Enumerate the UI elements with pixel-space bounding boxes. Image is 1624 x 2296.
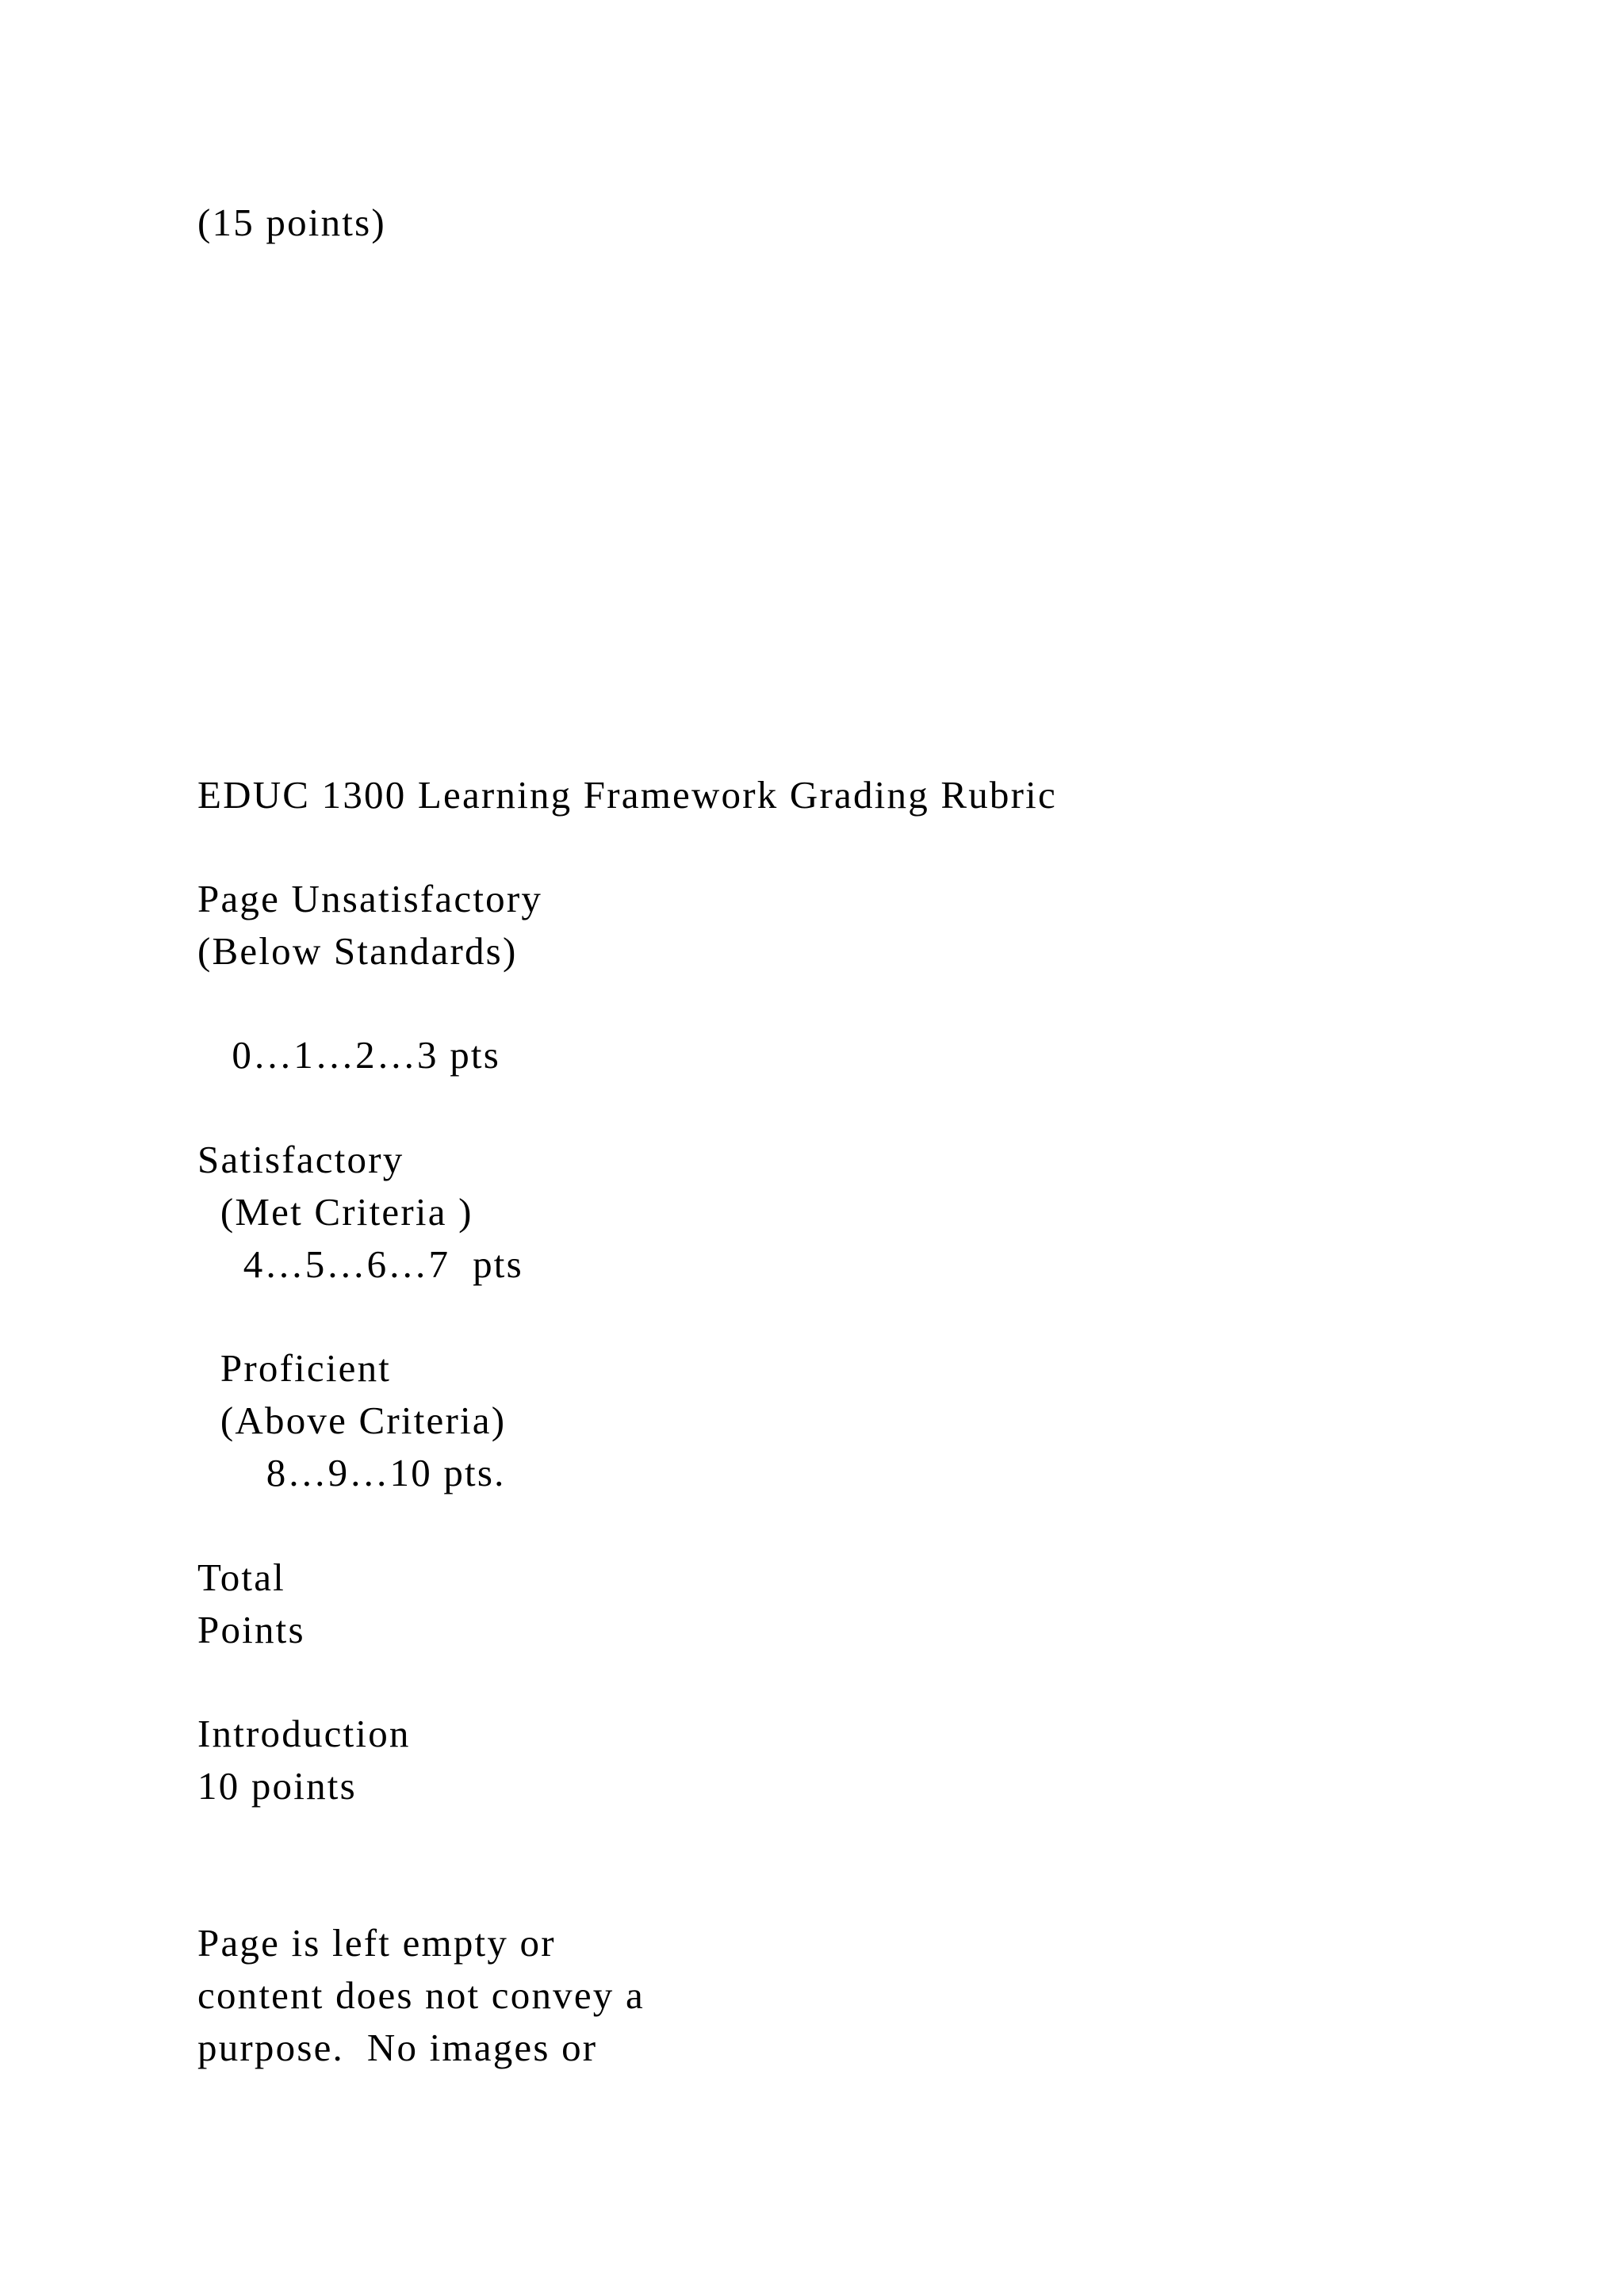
column-total: Total	[197, 1556, 285, 1599]
unsatisfactory-range: 0…1…2…3 pts	[197, 1033, 500, 1077]
row-introduction-points: 10 points	[197, 1764, 357, 1808]
satisfactory-range: 4…5…6…7 pts	[197, 1242, 523, 1286]
proficient-range: 8…9…10 pts.	[197, 1451, 506, 1494]
column-satisfactory: Satisfactory	[197, 1138, 404, 1181]
rubric-title: EDUC 1300 Learning Framework Grading Rubric	[197, 773, 1057, 817]
intro-unsatisfactory-text-line-3: purpose. No images or	[197, 2026, 598, 2069]
column-points: Points	[197, 1608, 305, 1651]
header-points: (15 points)	[197, 201, 386, 244]
intro-unsatisfactory-text-line-2: content does not convey a	[197, 1973, 645, 2017]
column-proficient: Proficient	[197, 1346, 392, 1390]
column-above-criteria: (Above Criteria)	[197, 1399, 507, 1442]
intro-unsatisfactory-text-line-1: Page is left empty or	[197, 1921, 556, 1965]
column-page-unsatisfactory: Page Unsatisfactory	[197, 877, 543, 920]
column-below-standards: (Below Standards)	[197, 929, 518, 973]
column-met-criteria: (Met Criteria )	[197, 1190, 473, 1234]
row-introduction-label: Introduction	[197, 1712, 411, 1755]
